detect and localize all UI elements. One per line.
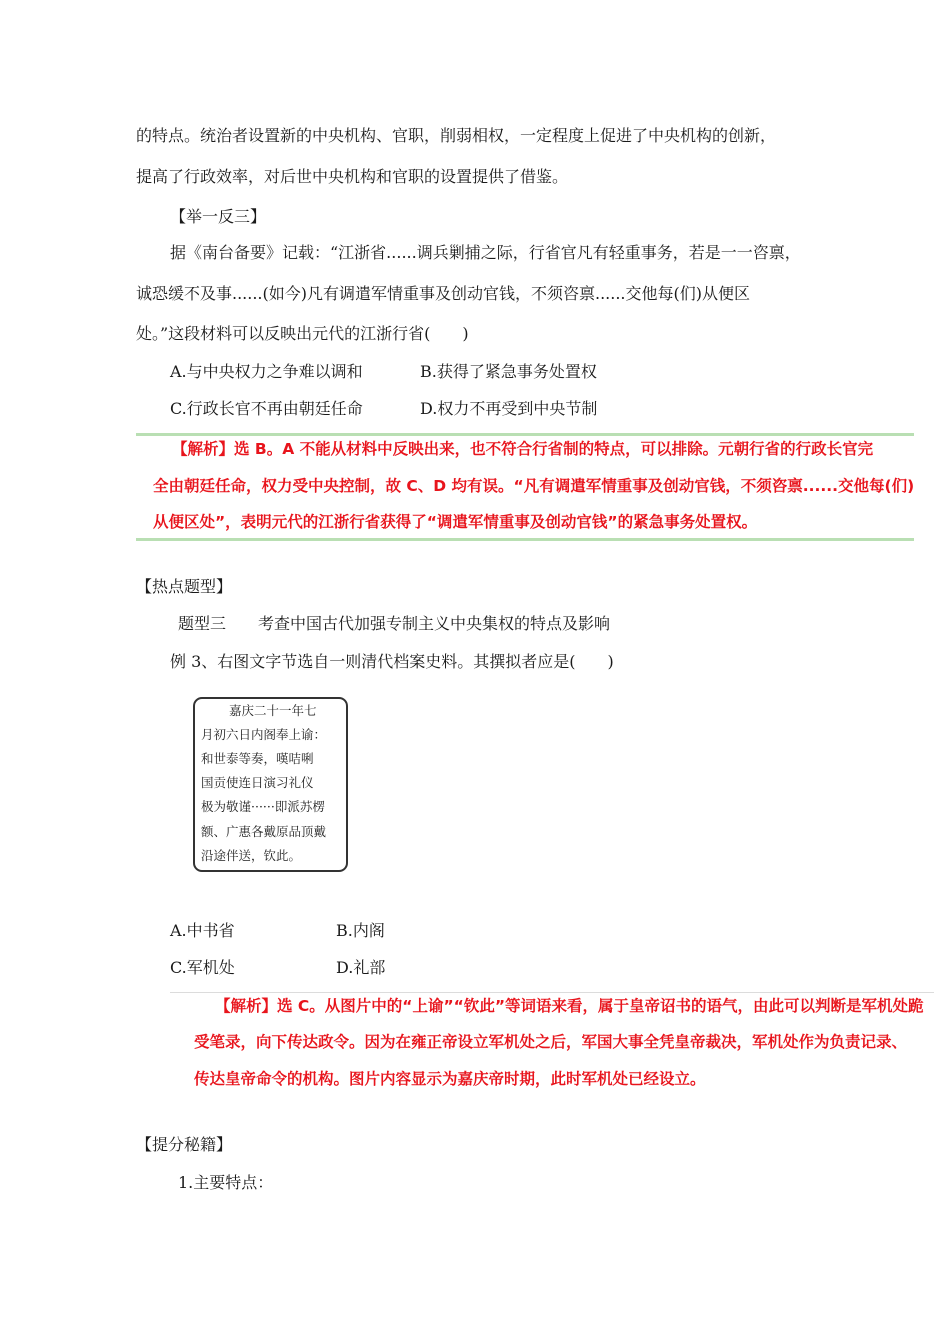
- hot-option-d: D.礼部: [336, 958, 386, 977]
- analysis-bottom-divider: [136, 538, 914, 541]
- hot-example-stem: 例 3、右图文字节选自一则清代档案史料。其撰拟者应是( ): [170, 652, 614, 671]
- intro-line-2: 提高了行政效率，对后世中央机构和官职的设置提供了借鉴。: [136, 167, 569, 186]
- hot-analysis-line-2: 受笔录，向下传达政令。因为在雍正帝设立军机处之后，军国大事全凭皇帝裁决，军机处作为负责记录、: [194, 1033, 908, 1051]
- hot-analysis-divider: [170, 992, 934, 993]
- example-heading: 【举一反三】: [170, 207, 267, 226]
- analysis-line-2: 全由朝廷任命，权力受中央控制，故 C、D 均有误。“凡有调遣军情重事及创动官钱，不须咨禀......交他每(们): [153, 477, 915, 495]
- hot-heading: 【热点题型】: [136, 577, 233, 596]
- archive-document-figure: [193, 697, 348, 872]
- option-b: B.获得了紧急事务处置权: [420, 362, 597, 381]
- document-line: 极为敬谨······即派苏楞: [201, 799, 325, 814]
- hot-option-a: A.中书省: [170, 921, 235, 940]
- example-stem-line-2: 诚恐缓不及事......(如今)凡有调遣军情重事及创动官钱，不须咨禀......交他每(们)从便区: [136, 284, 751, 303]
- document-line: 和世泰等奏，嘆咭唎: [201, 751, 314, 766]
- document-line: 沿途伴送，钦此。: [201, 848, 302, 863]
- intro-line-1: 的特点。统治者设置新的中央机构、官职，削弱相权，一定程度上促进了中央机构的创新，: [136, 126, 777, 145]
- hot-option-b: B.内阁: [336, 921, 385, 940]
- analysis-top-divider: [136, 433, 914, 436]
- example-stem-line-3: 处。”这段材料可以反映出元代的江浙行省( ): [136, 324, 469, 343]
- tips-heading: 【提分秘籍】: [136, 1135, 233, 1154]
- hot-analysis-line-1: 【解析】选 C。从图片中的“上谕”“钦此”等词语来看，属于皇帝诏书的语气，由此可以判断是军机处跪: [215, 997, 924, 1015]
- hot-analysis-line-3: 传达皇帝命令的机构。图片内容显示为嘉庆帝时期，此时军机处已经设立。: [194, 1070, 706, 1088]
- hot-option-c: C.军机处: [170, 958, 235, 977]
- option-d: D.权力不再受到中央节制: [420, 399, 598, 418]
- tips-item-1: 1.主要特点：: [178, 1173, 274, 1192]
- example-stem-line-1: 据《南台备要》记载：“江浙省......调兵剿捕之际，行省官凡有轻重事务，若是一一咨禀，: [170, 243, 801, 262]
- option-a: A.与中央权力之争难以调和: [170, 362, 363, 381]
- document-line: 国贡使连日演习礼仪: [201, 775, 314, 790]
- hot-type-title: 题型三 考查中国古代加强专制主义中央集权的特点及影响: [178, 614, 611, 633]
- analysis-line-1: 【解析】选 B。A 不能从材料中反映出来，也不符合行省制的特点，可以排除。元朝行省的行政长官完: [172, 440, 874, 458]
- analysis-line-3: 从便区处”，表明元代的江浙行省获得了“调遣军情重事及创动官钱”的紧急事务处置权。: [153, 513, 758, 531]
- document-line: 月初六日内阁奉上谕：: [201, 727, 327, 742]
- option-c: C.行政长官不再由朝廷任命: [170, 399, 363, 418]
- document-line: 嘉庆二十一年七: [229, 703, 317, 718]
- document-line: 额、广惠各戴原品顶戴: [201, 824, 327, 839]
